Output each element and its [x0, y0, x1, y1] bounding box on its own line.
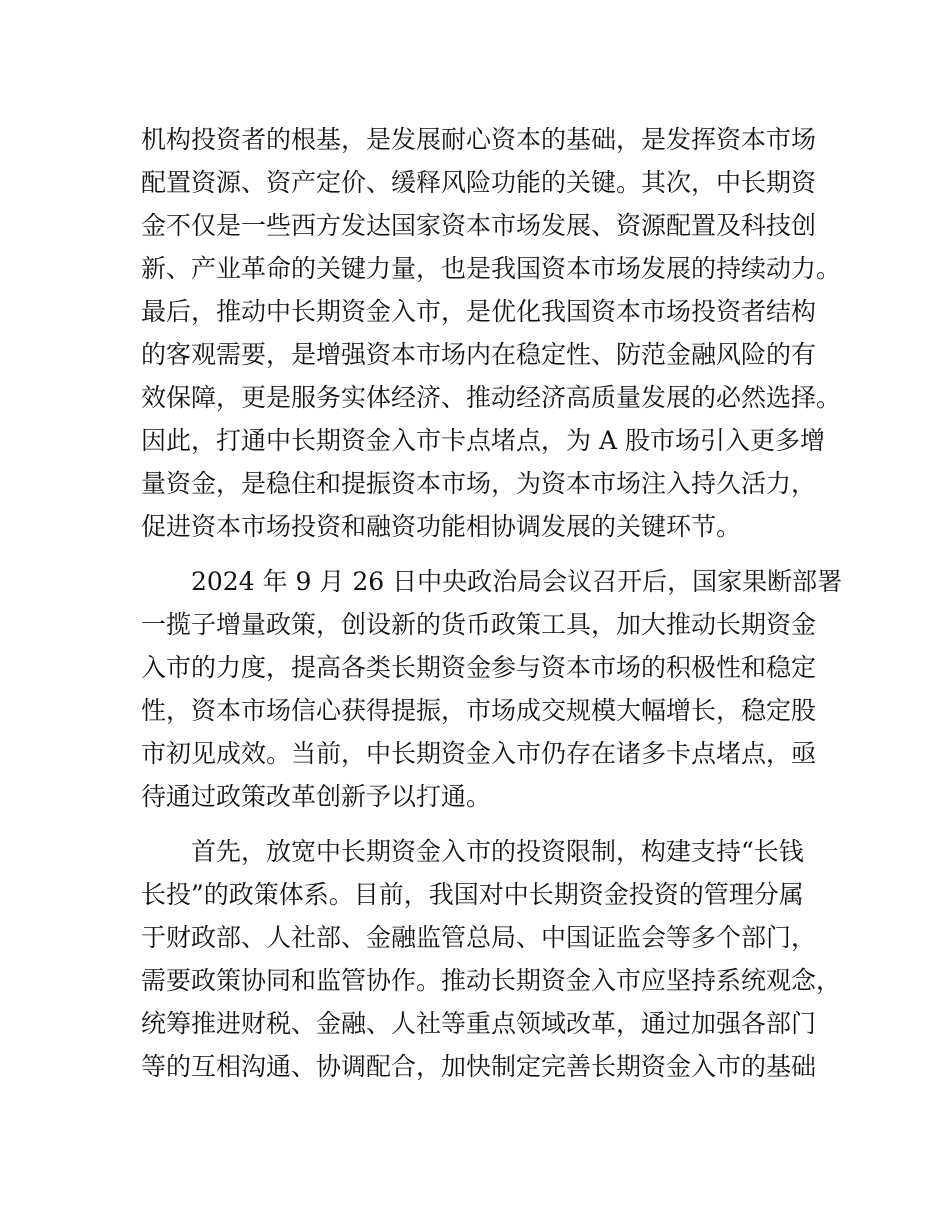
- text-line: 因此，打通中长期资金入市卡点堵点，为 A 股市场引入更多增: [141, 426, 825, 455]
- text-line: 机构投资者的根基，是发展耐心资本的基础，是发挥资本市场: [141, 125, 817, 154]
- text-line: 2024 年 9 月 26 日中央政治局会议召开后，国家果断部署: [141, 567, 843, 596]
- text-line: 待通过政策改革创新予以打通。: [141, 782, 492, 811]
- text-line: 入市的力度，提高各类长期资金参与资本市场的积极性和稳定: [141, 653, 817, 682]
- text-line: 量资金，是稳住和提振资本市场，为资本市场注入持久活力，: [141, 469, 817, 498]
- document-body: [141, 118, 843, 1088]
- text-line: 效保障，更是服务实体经济、推动经济高质量发展的必然选择。: [141, 383, 842, 412]
- text-line: 统筹推进财税、金融、人社等重点领域改革，通过加强各部门: [141, 1009, 817, 1038]
- paragraph-1: [141, 118, 842, 548]
- text-line: 的客观需要，是增强资本市场内在稳定性、防范金融风险的有: [141, 340, 817, 369]
- text-line: 市初见成效。当前，中长期资金入市仍存在诸多卡点堵点，亟: [141, 739, 817, 768]
- text-line: 首先，放宽中长期资金入市的投资限制，构建支持“长钱: [141, 837, 804, 866]
- text-line: 促进资本市场投资和融资功能相协调发展的关键环节。: [141, 512, 742, 541]
- text-line: 长投”的政策体系。目前，我国对中长期资金投资的管理分属: [141, 880, 804, 909]
- text-line: 需要政策协同和监管协作。推动长期资金入市应坚持系统观念，: [141, 966, 842, 995]
- paragraph-2: [141, 560, 843, 818]
- paragraph-spacing: [141, 818, 811, 830]
- text-line: 最后，推动中长期资金入市，是优化我国资本市场投资者结构: [141, 297, 817, 326]
- paragraph-3: [141, 830, 842, 1088]
- text-line: 金不仅是一些西方发达国家资本市场发展、资源配置及科技创: [141, 211, 817, 240]
- text-line: 一揽子增量政策，创设新的货币政策工具，加大推动长期资金: [141, 610, 817, 639]
- text-line: 于财政部、人社部、金融监管总局、中国证监会等多个部门，: [141, 923, 817, 952]
- text-line: 性，资本市场信心获得提振，市场成交规模大幅增长，稳定股: [141, 696, 817, 725]
- paragraph-spacing: [141, 548, 811, 560]
- text-line: 新、产业革命的关键力量，也是我国资本市场发展的持续动力。: [141, 254, 842, 283]
- text-line: 等的互相沟通、协调配合，加快制定完善长期资金入市的基础: [141, 1052, 817, 1081]
- text-line: 配置资源、资产定价、缓释风险功能的关键。其次，中长期资: [141, 168, 817, 197]
